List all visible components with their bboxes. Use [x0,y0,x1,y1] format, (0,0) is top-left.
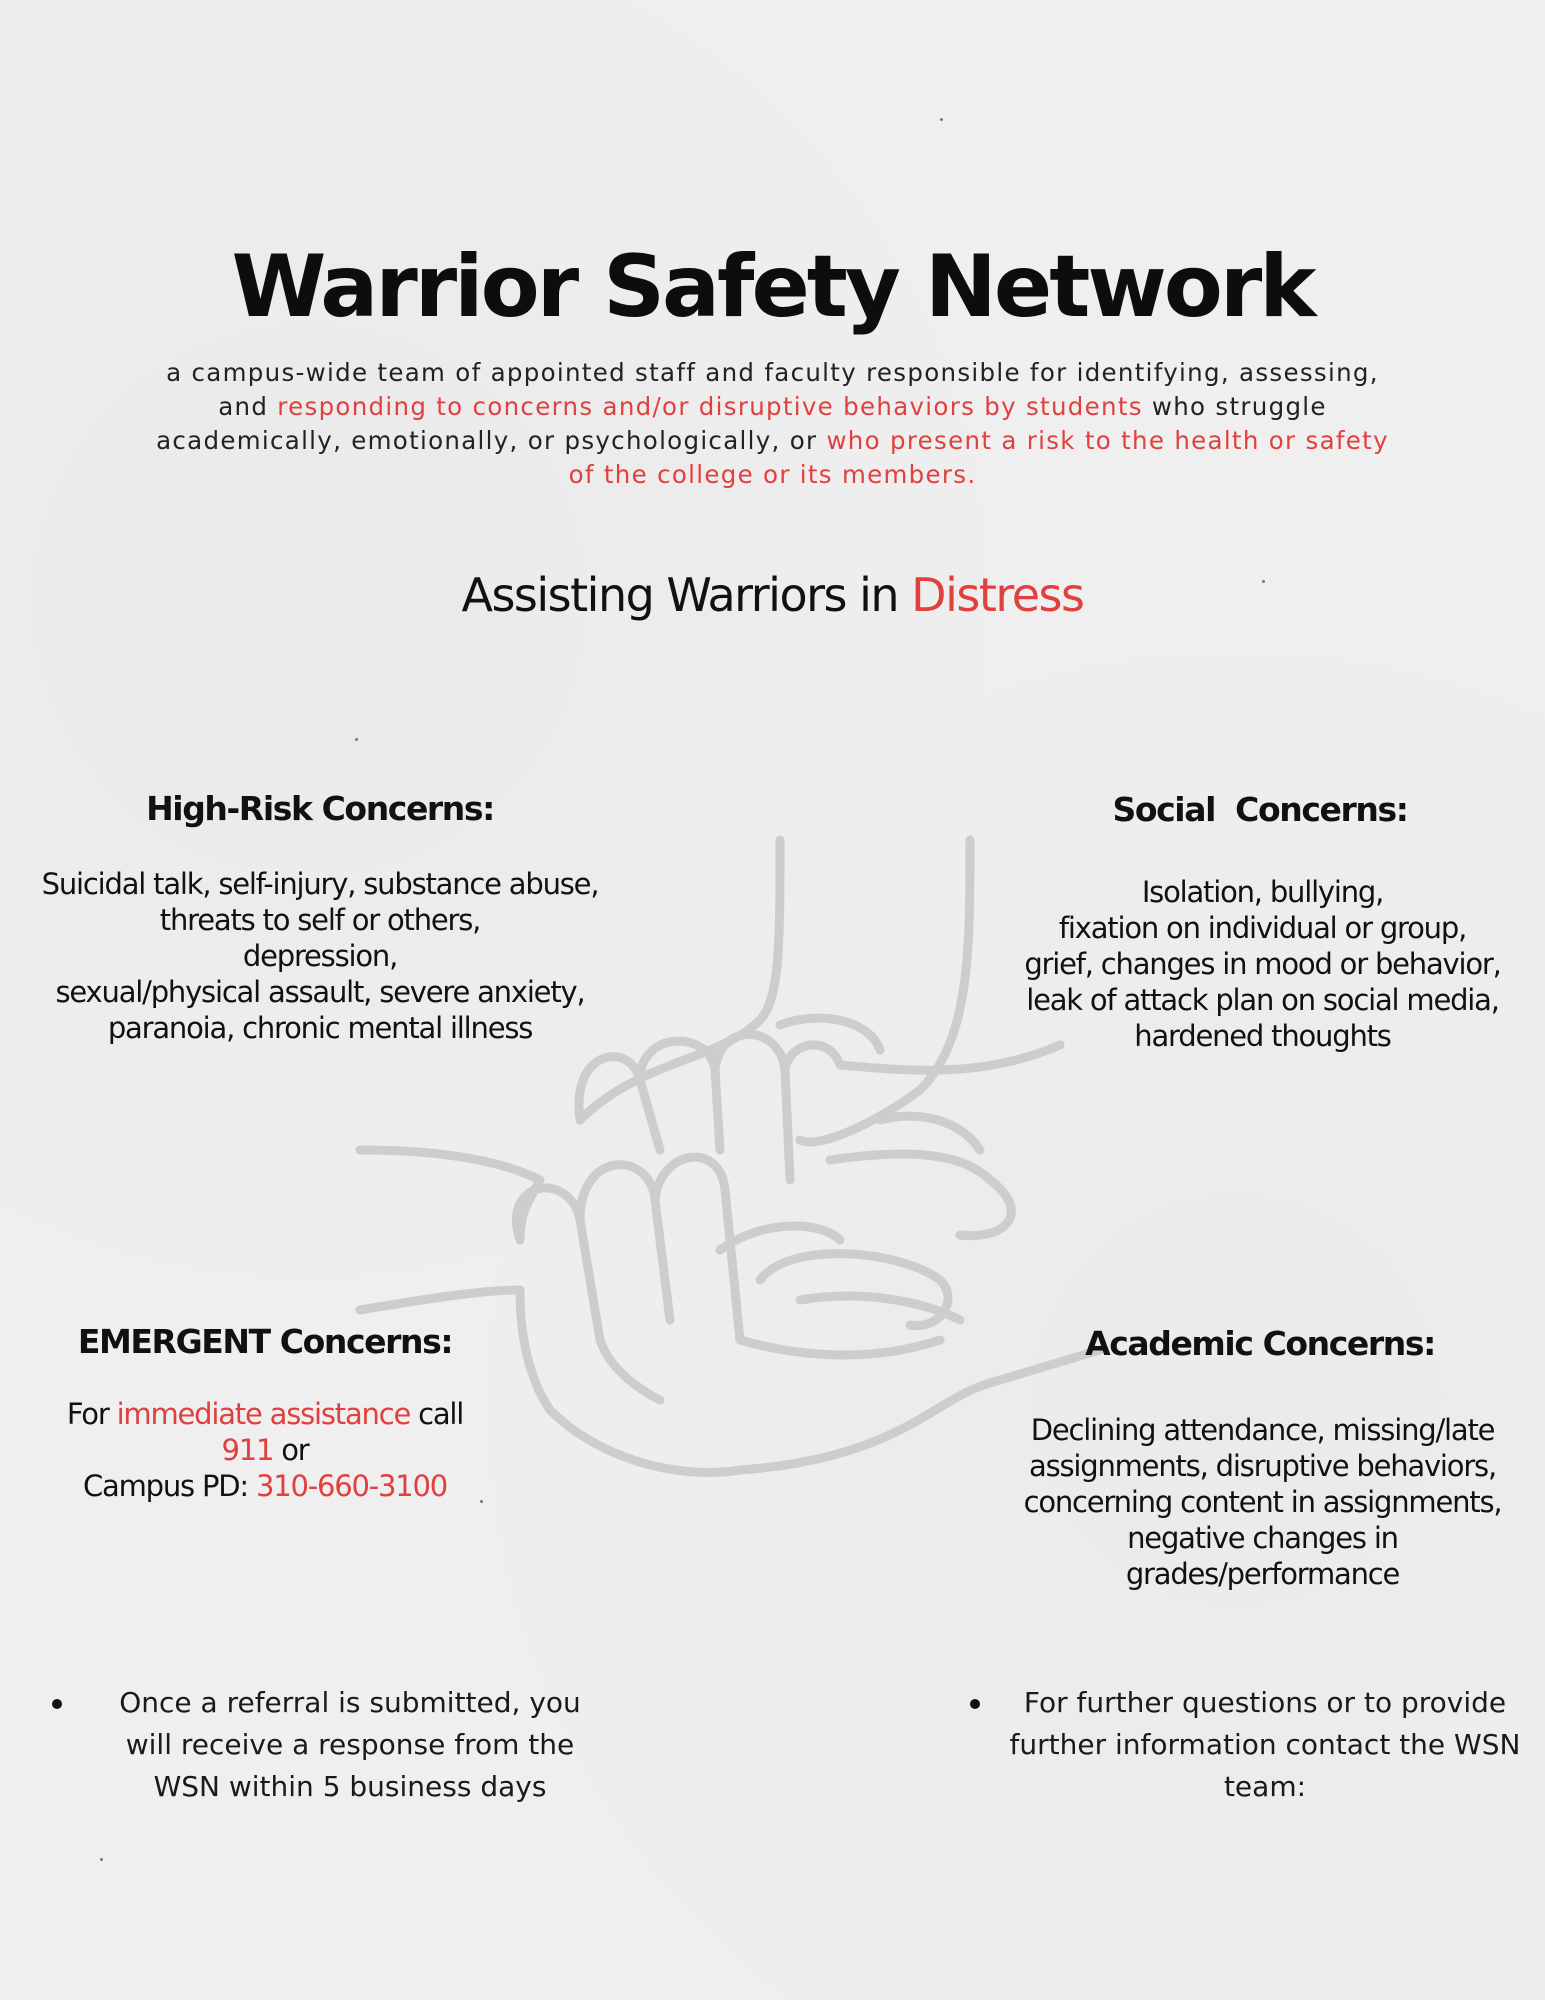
academic-list [980,1412,1545,1592]
high-risk-line: sexual/physical assault, severe anxiety, [55,975,585,1009]
academic-line: concerning content in assignments, [1023,1485,1502,1519]
academic-line: negative changes in [1127,1521,1398,1555]
speck [940,118,943,121]
emergent-for: For [66,1397,117,1431]
emergency-number-911: 911 [221,1433,274,1467]
emergent-call: call [410,1397,464,1431]
social-line: leak of attack plan on social media, [1026,983,1499,1017]
high-risk-line: depression, [242,939,398,973]
campus-pd-label: Campus PD: [82,1469,256,1503]
subtitle-text: Assisting Warriors in [461,568,912,622]
subtitle-highlight: Distress [911,568,1084,622]
page-title: Warrior Safety Network [231,237,1314,337]
intro-highlight-1: responding to concerns and/or disruptive behaviors by students [277,392,1143,421]
immediate-assistance-text: immediate assistance [116,1397,411,1431]
social-heading: Social Concerns: [1112,790,1408,829]
intro-paragraph [150,356,1395,492]
social-line: grief, changes in mood or behavior, [1024,947,1501,981]
referral-bullet-text: Once a referral is submitted, you will receive a response from the WSN within 5 business days [119,1686,581,1803]
campus-pd-phone: 310-660-3100 [255,1469,448,1503]
academic-line: grades/performance [1125,1557,1400,1591]
speck [100,1858,103,1861]
social-list [980,874,1545,1054]
intro-text-2: who struggle academically, emotionally, or psychologically, or [156,392,1327,455]
high-risk-line: paranoia, chronic mental illness [107,1011,533,1045]
high-risk-heading: High-Risk Concerns: [146,789,494,828]
section-subtitle [0,565,1545,625]
high-risk-list [0,866,640,1046]
emergent-body [20,1396,510,1504]
emergent-heading: EMERGENT Concerns: [77,1322,453,1361]
intro-text-1: a campus-wide team of appointed staff and faculty responsible for identifying, assessing, and [166,358,1379,421]
bullet-icon [970,1699,980,1709]
academic-line: Declining attendance, missing/late [1030,1413,1495,1447]
contact-bullet-text: For further questions or to provide further information contact the WSN team: [1009,1686,1521,1803]
bullet-icon [52,1699,62,1709]
social-line: Isolation, bullying, [1141,875,1384,909]
social-line: fixation on individual or group, [1058,911,1467,945]
high-risk-line: threats to self or others, [159,903,481,937]
social-line: hardened thoughts [1134,1019,1391,1053]
high-risk-line: Suicidal talk, self-injury, substance abuse, [41,867,599,901]
speck [355,738,358,741]
emergent-or: or [273,1433,309,1467]
academic-line: assignments, disruptive behaviors, [1029,1449,1496,1483]
intro-highlight-2: who present a risk to the health or safety of the college or its members. [568,426,1389,489]
academic-heading: Academic Concerns: [1085,1324,1435,1363]
